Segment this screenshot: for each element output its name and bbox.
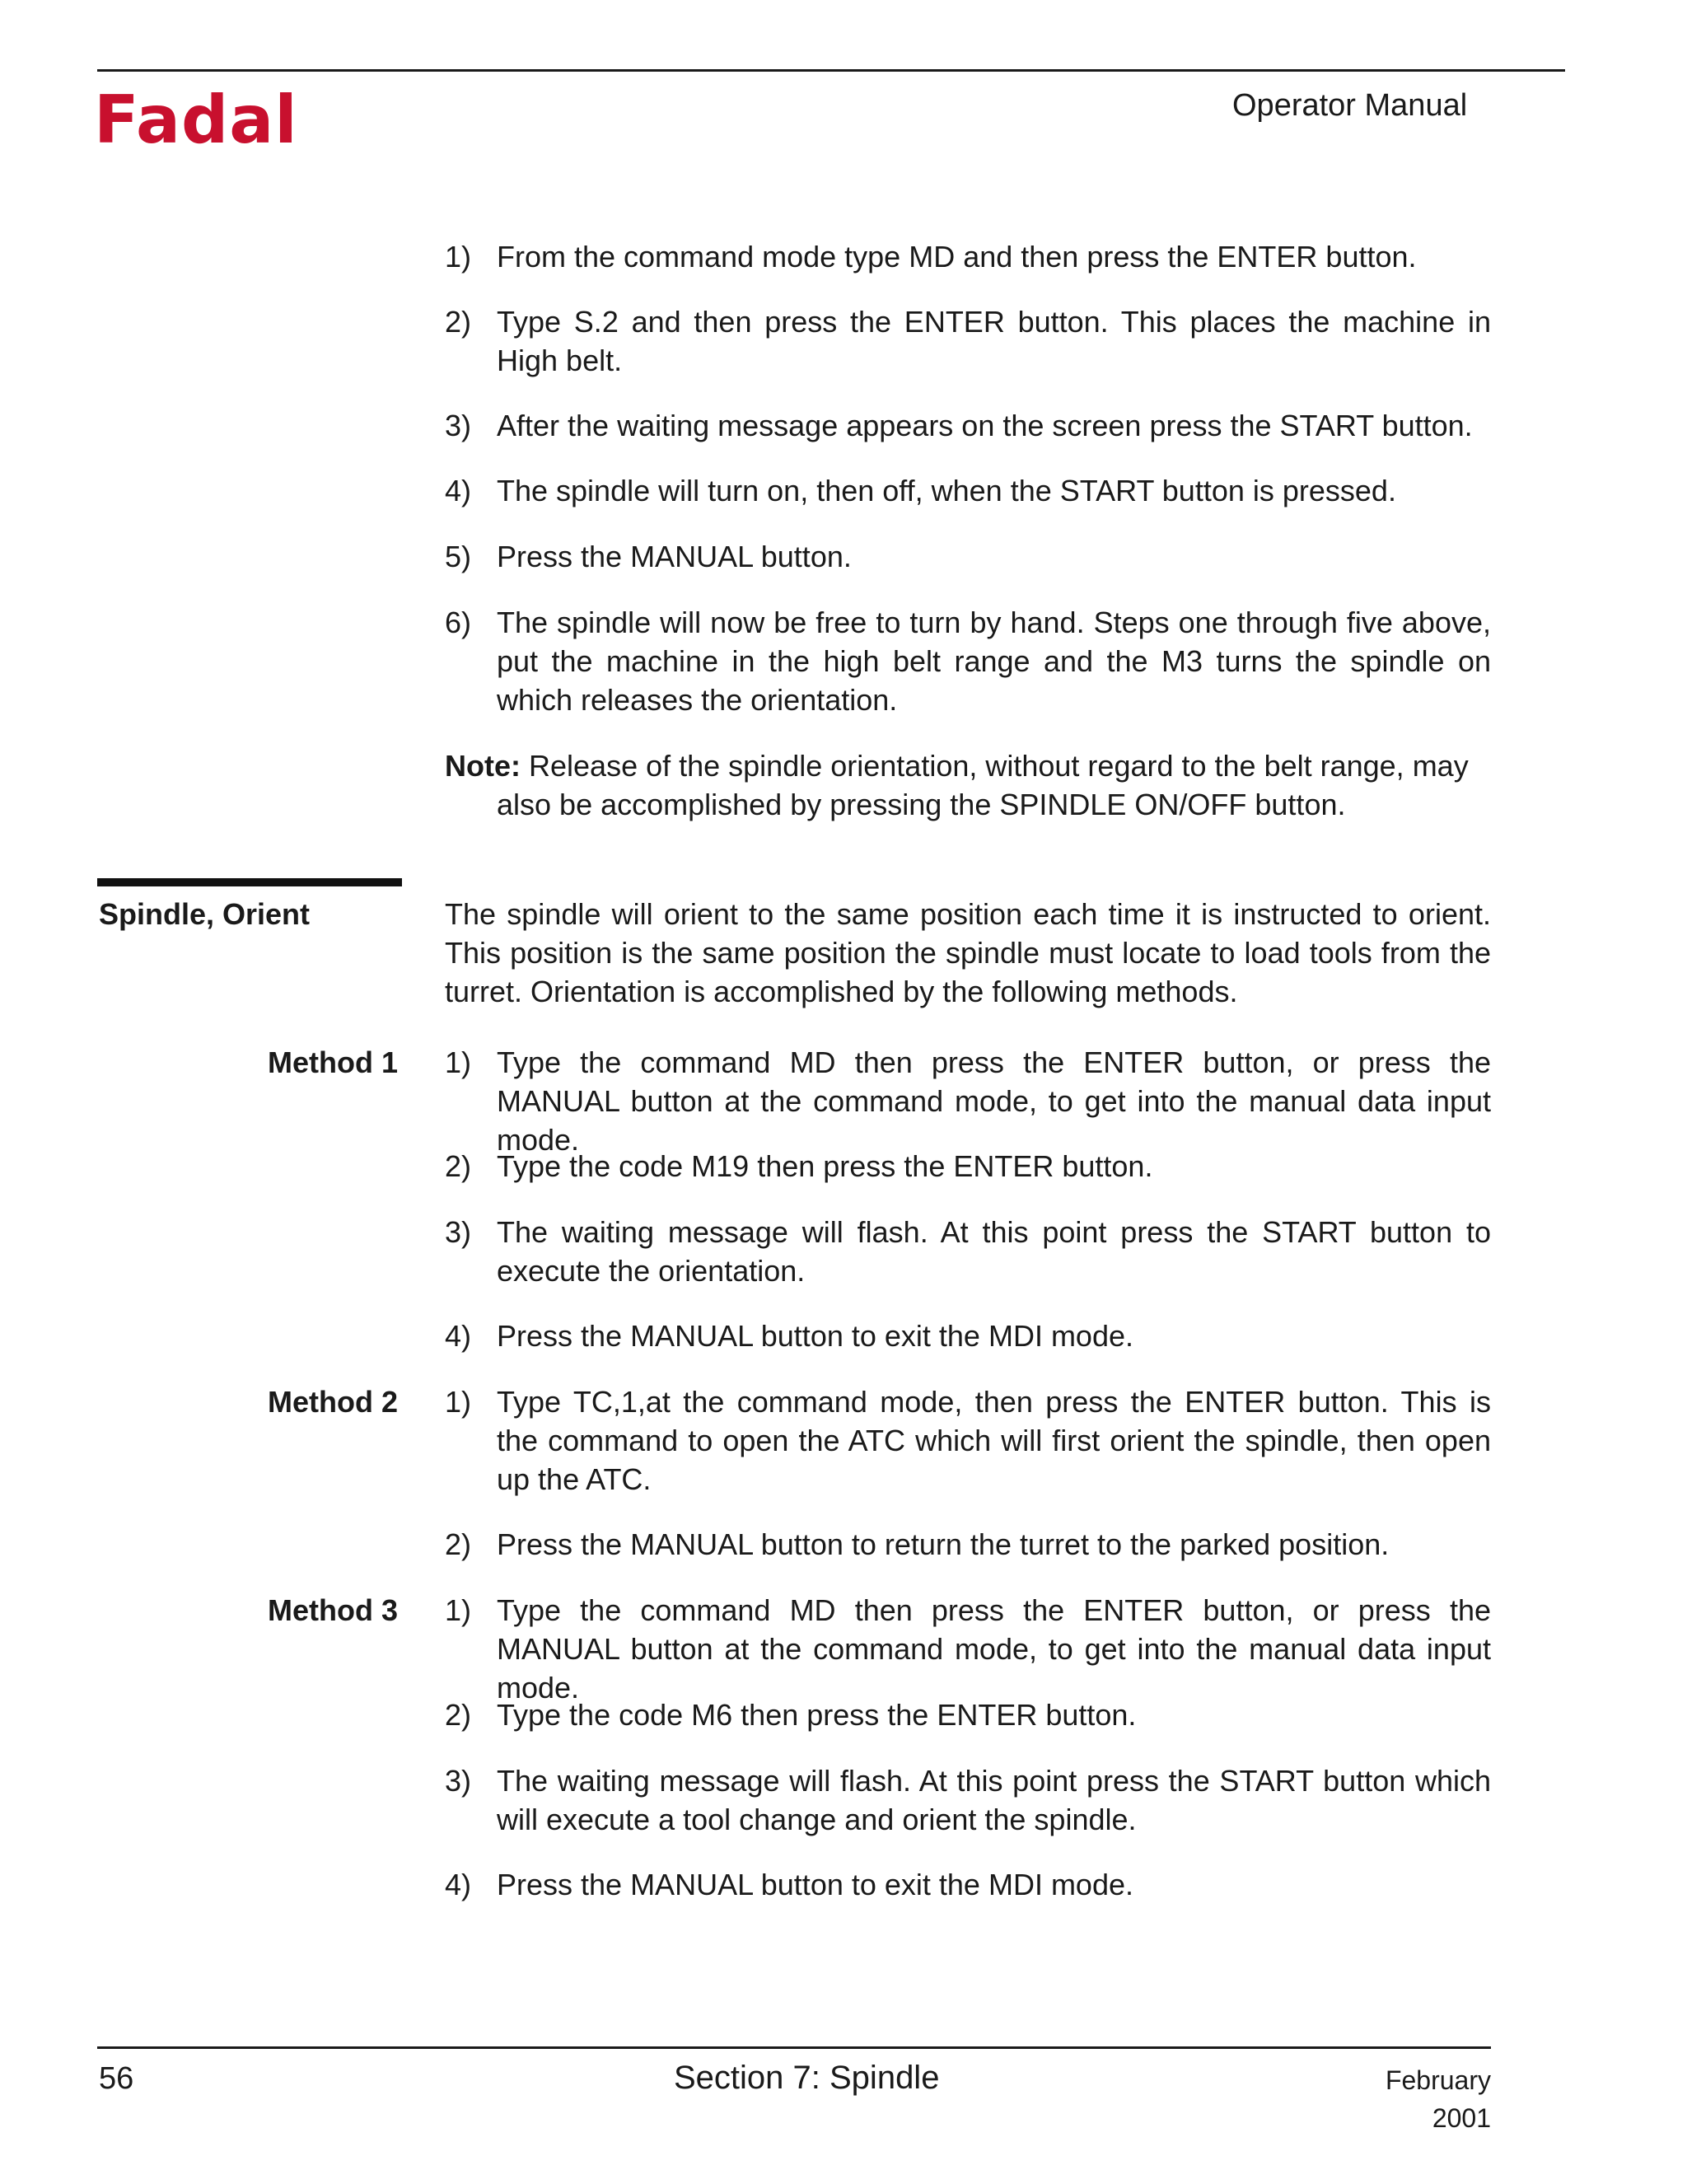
list-item <box>445 1213 1491 1290</box>
step-number: 2) <box>445 305 472 339</box>
step-text: Type the code M19 then press the ENTER button. <box>497 1149 1153 1183</box>
list-item <box>445 1525 1491 1564</box>
list-item <box>445 1043 1491 1159</box>
list-item <box>445 302 1491 380</box>
step-number: 1) <box>445 1045 472 1079</box>
note-block <box>445 746 1491 824</box>
list-item <box>445 1865 1491 1904</box>
step-number: 5) <box>445 540 472 573</box>
step-text: Type S.2 and then press the ENTER button. This places the machine in High belt. <box>497 305 1491 377</box>
step-text: Press the MANUAL button to exit the MDI mode. <box>497 1868 1133 1901</box>
step-number: 6) <box>445 606 472 639</box>
list-item <box>445 237 1491 276</box>
list-item <box>445 603 1491 719</box>
step-text: The waiting message will flash. At this point press the START button to execute the orientation. <box>497 1215 1491 1288</box>
method-label: Method 1 <box>268 1045 398 1079</box>
step-text: After the waiting message appears on the screen press the START button. <box>497 409 1473 442</box>
step-number: 3) <box>445 409 472 442</box>
list-item <box>445 1591 1491 1707</box>
step-text: Press the MANUAL button to exit the MDI mode. <box>497 1319 1133 1353</box>
step-text: Type the code M6 then press the ENTER button. <box>497 1698 1137 1732</box>
step-text: The spindle will turn on, then off, when the START button is pressed. <box>497 474 1396 507</box>
step-number: 4) <box>445 1868 472 1901</box>
step-number: 2) <box>445 1698 472 1732</box>
brand-logo: Fadal <box>94 82 298 158</box>
note-text-continued: also be accomplished by pressing the SPINDLE ON/OFF button. <box>497 788 1346 821</box>
list-item <box>445 406 1491 445</box>
header-rule <box>97 69 1565 72</box>
list-item <box>445 1382 1491 1499</box>
manual-title: Operator Manual <box>1232 88 1468 123</box>
list-item <box>445 537 1491 576</box>
step-text: Type TC,1,at the command mode, then press the ENTER button. This is the command to open the ATC which will first orient the spindle, then open up the ATC. <box>497 1385 1491 1496</box>
step-number: 3) <box>445 1764 472 1798</box>
footer-rule <box>97 2046 1491 2049</box>
step-text: Type the command MD then press the ENTER button, or press the MANUAL button at the command mode, to get into the manual data input mode. <box>497 1045 1491 1157</box>
section-heading: Spindle, Orient <box>99 897 311 931</box>
step-text: Type the command MD then press the ENTER button, or press the MANUAL button at the command mode, to get into the manual data input mode. <box>497 1593 1491 1705</box>
section-rule <box>97 878 402 886</box>
step-text: Press the MANUAL button to return the turret to the parked position. <box>497 1527 1390 1561</box>
list-item <box>445 1316 1491 1355</box>
method-label: Method 2 <box>268 1385 398 1419</box>
step-number: 1) <box>445 240 472 274</box>
list-item <box>445 1147 1491 1186</box>
list-item <box>445 1761 1491 1839</box>
section-intro: The spindle will orient to the same position each time it is instructed to orient. This position is the same position the spindle must locate to load tools from the turret. Orientation is accomplished by the following methods. <box>445 897 1491 1008</box>
list-item <box>445 471 1491 510</box>
method-label: Method 3 <box>268 1593 398 1627</box>
step-number: 1) <box>445 1385 472 1419</box>
step-text: Press the MANUAL button. <box>497 540 852 573</box>
step-text: The spindle will now be free to turn by hand. Steps one through five above, put the machine in the high belt range and the M3 turns the spindle on which releases the orientation. <box>497 606 1491 717</box>
step-number: 3) <box>445 1215 472 1249</box>
step-number: 4) <box>445 474 472 507</box>
note-text: Release of the spindle orientation, without regard to the belt range, may <box>521 749 1469 783</box>
step-text: The waiting message will flash. At this point press the START button which will execute a tool change and orient the spindle. <box>497 1764 1491 1836</box>
footer-date: February 2001 <box>1385 2065 1491 2133</box>
list-item <box>445 1695 1491 1734</box>
note-label: Note: <box>445 749 521 783</box>
step-number: 4) <box>445 1319 472 1353</box>
footer-section-name: Section 7: Spindle <box>674 2060 940 2096</box>
step-number: 1) <box>445 1593 472 1627</box>
step-text: From the command mode type MD and then press the ENTER button. <box>497 240 1417 274</box>
page-number: 56 <box>99 2061 134 2096</box>
step-number: 2) <box>445 1527 472 1561</box>
step-number: 2) <box>445 1149 472 1183</box>
